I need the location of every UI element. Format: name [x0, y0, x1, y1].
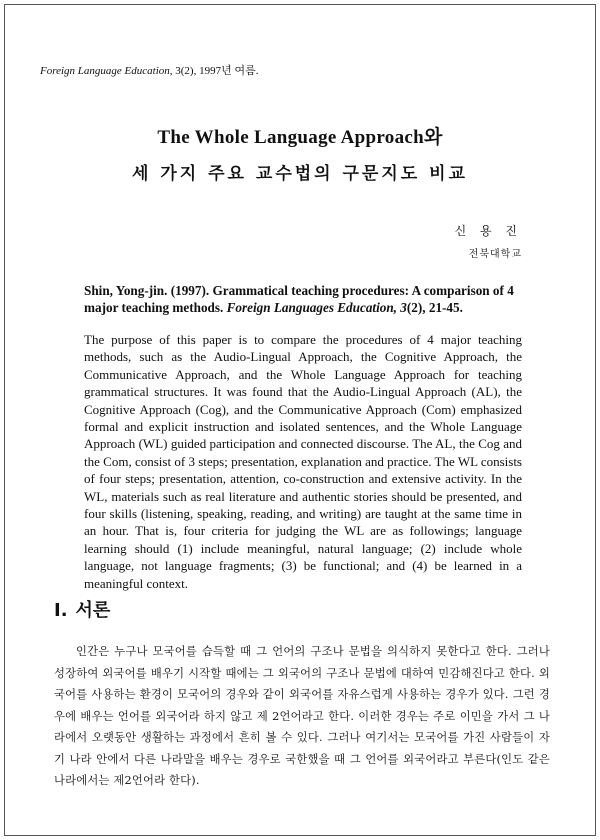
paper-title-english: The Whole Language Approach와	[157, 127, 443, 148]
section-number: I.	[54, 600, 68, 621]
journal-year: 1997년 여름.	[199, 65, 259, 77]
paper-title-korean: 세 가지 주요 교수법의 구문지도 비교	[132, 164, 468, 184]
author-affiliation: 전북대학교	[468, 249, 522, 260]
journal-volume: 3(2)	[175, 65, 194, 77]
section-title: 서론	[75, 600, 111, 621]
citation-prefix: Shin, Yong-jin. (1997). Grammatical teaching procedures: A comparison of 4 major teaching methods.	[84, 283, 514, 315]
title-block	[0, 122, 600, 184]
section-heading	[54, 596, 110, 622]
journal-header: Foreign Language Education, 3(2), 1997년 여름.	[40, 65, 259, 77]
author-block	[455, 222, 522, 260]
journal-name: Foreign Language Education	[40, 65, 170, 77]
body-paragraph: 인간은 누구나 모국어를 습득할 때 그 언어의 구조나 문법을 의식하지 못한다고 한다. 그러나 성장하여 외국어를 배우기 시작할 때에는 그 외국어의 구조나 문법에 대하여 민감해진다고 한다. 외국어를 사용하는 환경이 모국어의 경우와 같이 외국어를 자유스럽게 사용하는 경우가 있다. 그런 경우에 배우는 언어를 외국어라 하지 않고 제 2언어라고 한다. 이러한 경우는 주로 이민을 가서 그 나라에서 오랫동안 생활하는 과정에서 흔히 볼 수 있다. 그러나 여기서는 모국어를 가진 사람들이 자기 나라 안에서 다른 나라말을 배우는 경우로 국한했을 때 그 언어를 외국어라고 부른다(인도 같은 나라에서는 제2언어라 한다).	[54, 645, 550, 787]
citation	[84, 282, 522, 316]
citation-volume: 3	[400, 300, 407, 315]
abstract: The purpose of this paper is to compare the procedures of 4 major teaching methods, such as the Audio-Lingual Approach, the Cognitive Approach, the Communicative Approach, and the Whole Language Approach for teaching grammatical structures. It was found that the Audio-Lingual Approach (AL), the Cognitive Approach (Cog), and the Communicative Approach (Com) emphasized formal and explicit instruction and isolated sentences, and the Whole Language Approach (WL) guided participation and connected discourse. The AL, the Cog and the Com, consist of 3 steps; presentation, explanation and practice. The WL consists of four steps; presentation, attention, co-construction and extensive activity. In the WL, materials such as real literature and authentic stories should be presented, and four skills (listening, speaking, reading, and writing) are taught at the same time in an hour. That is, four criteria for judging the WL are as followings; language learning should (1) include meaningful, natural language; (2) include whole language, not language fragments; (3) be functional; and (4) be learned in a meaningful context.	[84, 332, 522, 591]
citation-suffix: (2), 21-45.	[406, 300, 463, 315]
citation-journal: Foreign Languages Education,	[226, 300, 397, 315]
author-name: 신 용 진	[454, 224, 522, 238]
